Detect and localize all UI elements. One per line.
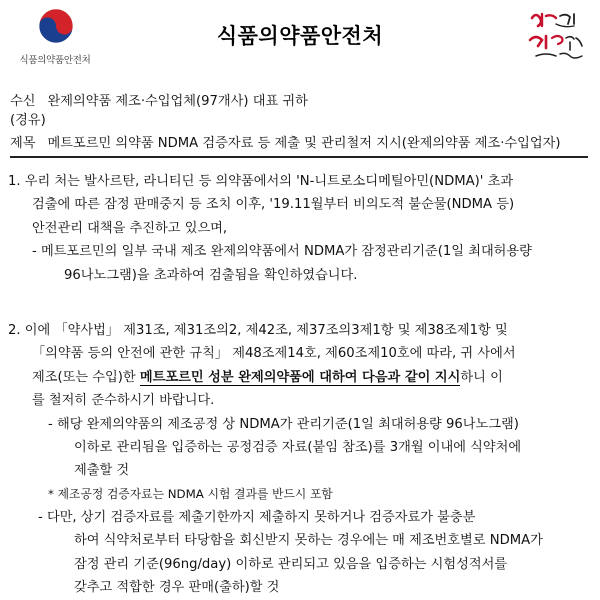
slogan-calligraphy-icon [526, 8, 590, 66]
document-header [0, 0, 600, 82]
paragraph-2-line-12: 갖추고 적합한 경우 판매(출하)할 것 [74, 580, 280, 596]
paragraph-2-line-9: - 다만, 상기 검증자료를 제출기한까지 제출하지 못하거나 검증자료가 불충분 [38, 510, 476, 526]
paragraph-2-line-1: 2. 이에 「약사법」 제31조, 제31조의2, 제42조, 제37조의3제1항 및 제38조제1항 및 [8, 322, 508, 338]
document-body [8, 170, 592, 600]
paragraph-2-line-7: 제출할 것 [74, 463, 130, 479]
paragraph-2-line-5: - 해당 완제의약품의 제조공정 상 NDMA가 관리기준(1일 최대허용량 96나노그램) [48, 416, 519, 432]
paragraph-1-line-5: 96나노그램)을 초과하여 검출됨을 확인하였습니다. [64, 267, 358, 283]
recipient-label: 수신 [10, 94, 36, 109]
ministry-name-small: 식품의약품안전처 [19, 55, 91, 66]
paragraph-2-line-3 [8, 366, 592, 389]
paragraph-1-line-3: 안전관리 대책을 추진하고 있으며, [32, 220, 228, 236]
subject-label: 제목 [10, 136, 36, 151]
paragraph-2-line-11: 잠정 관리 기준(96ng/day) 이하로 관리되고 있음을 입증하는 시험성적서를 [74, 556, 508, 572]
paragraph-1-line-1: 1. 우리 처는 발사르탄, 라니티딘 등 의약품에서의 'N-니트로소디메틸아민(NDMA)' 초과 [8, 174, 514, 189]
document-title: 식품의약품안전처 [216, 24, 384, 48]
via-label: (경유) [10, 113, 46, 128]
recipient-block [10, 92, 590, 130]
paragraph-1-line-2: 검출에 따른 잠정 판매중지 등 조치 이후, '19.11월부터 비의도적 불순물(NDMA 등) [32, 197, 515, 213]
slogan-logo [526, 8, 590, 66]
paragraph-2-line-3-end: 하니 이 [460, 369, 503, 385]
paragraph-2-line-10: 하여 식약처로부터 타당함을 회신받지 못하는 경우에는 매 제조번호별로 NDMA가 [74, 533, 543, 549]
paragraph-2-line-4: 를 철저히 준수하시기 바랍니다. [32, 393, 215, 409]
recipient-value: 완제의약품 제조·수입업체(97개사) 대표 귀하 [47, 94, 308, 109]
paragraph-2-note: * 제조공정 검증자료는 NDMA 시험 결과를 반드시 포함 [48, 486, 333, 501]
paragraph-2-line-3-start: 제조(또는 수입)한 [32, 369, 140, 385]
paragraph-2-line-2: 「의약품 등의 안전에 관한 규칙」 제48조제14호, 제60조제10호에 따라, 귀 사에서 [32, 346, 516, 362]
paragraph-2-line-6: 이하로 관리됨을 입증하는 공정검증 자료(붙임 참조)를 3개월 이내에 식약처에 [74, 439, 522, 455]
subject-row [10, 134, 588, 158]
directive-emphasis: 메트포르민 성분 완제의약품에 대하여 다음과 같이 지시 [139, 369, 461, 385]
subject-value: 메트포르민 의약품 NDMA 검증자료 등 제출 및 관리철저 지시(완제의약품 제조·수입업자) [47, 136, 561, 151]
paragraph-1-line-4: - 메트포르민의 일부 국내 제조 완제의약품에서 NDMA가 잠정관리기준(1일 최대허용량 [32, 244, 532, 260]
